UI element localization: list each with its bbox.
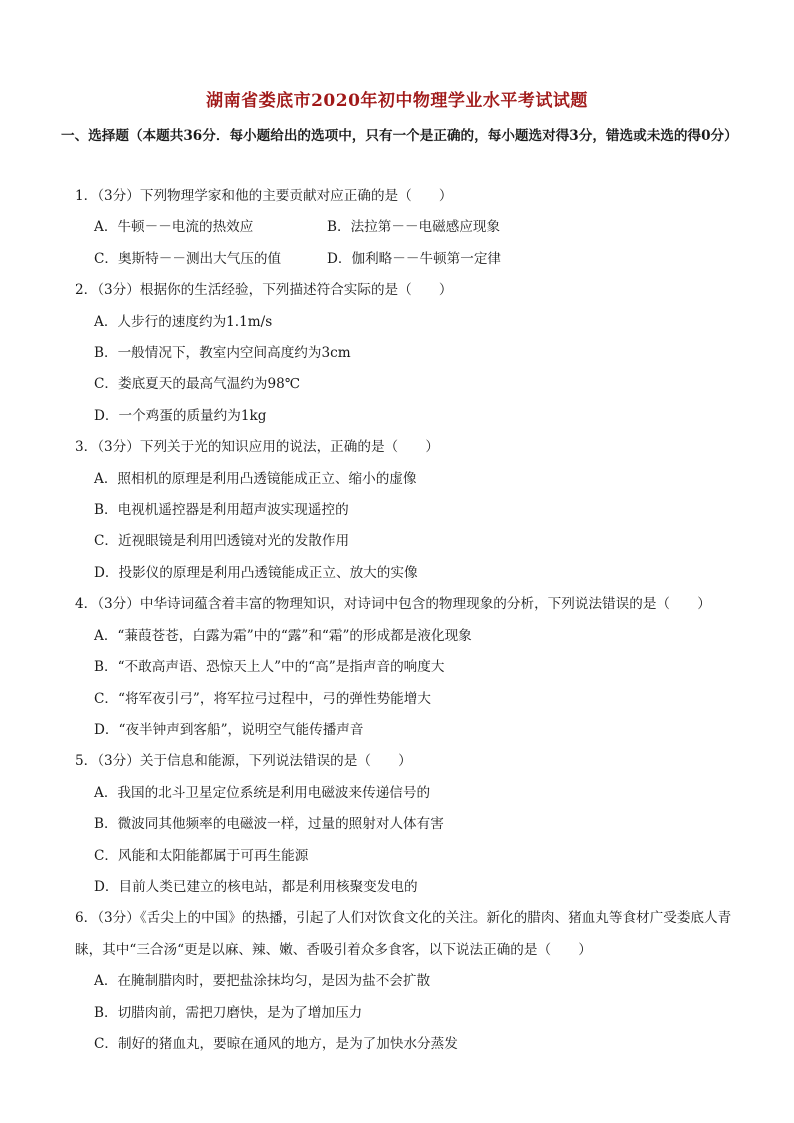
option-c: C．风能和太阳能都属于可再生能源 bbox=[94, 847, 309, 864]
question-stem: 6．（3分）《舌尖上的中国》的热播，引起了人们对饮食文化的关注。新化的腊肉、猪血丸等食材广受娄底人青睐，其中“三合汤“更是以麻、辣、嫩、香吸引着众多食客，以下说法正确的是（ ） bbox=[75, 910, 732, 958]
option-a: A．我国的北斗卫星定位系统是利用电磁波来传递信号的 bbox=[94, 784, 431, 801]
question-6 bbox=[75, 903, 740, 1060]
option-b: B．微波同其他频率的电磁波一样，过量的照射对人体有害 bbox=[94, 816, 444, 833]
question-list bbox=[75, 181, 740, 1060]
question-stem: 3．（3分）下列关于光的知识应用的说法，正确的是（ ） bbox=[75, 439, 439, 456]
option-d: D．伽利略－－牛顿第一定律 bbox=[327, 250, 502, 267]
question-stem: 1．（3分）下列物理学家和他的主要贡献对应正确的是（ ） bbox=[75, 188, 453, 204]
section-heading: 一、选择题（本题共36分．每小题给出的选项中，只有一个是正确的，每小题选对得3分，错选或未选的得0分） bbox=[61, 128, 738, 144]
option-a: A．在腌制腊肉时，要把盐涂抹均匀，是因为盐不会扩散 bbox=[94, 973, 431, 990]
option-c: C．制好的猪血丸，要晾在通风的地方，是为了加快水分蒸发 bbox=[94, 1035, 458, 1052]
question-1 bbox=[75, 181, 740, 275]
option-c: C．奥斯特－－测出大气压的值 bbox=[94, 250, 282, 267]
option-d: D．投影仪的原理是利用凸透镜能成正立、放大的实像 bbox=[94, 564, 418, 581]
option-d: D．“夜半钟声到客船”，说明空气能传播声音 bbox=[94, 721, 364, 738]
question-stem: 4．（3分）中华诗词蕴含着丰富的物理知识，对诗词中包含的物理现象的分析，下列说法错误的是（ ） bbox=[75, 596, 711, 613]
option-b: B．切腊肉前，需把刀磨快，是为了增加压力 bbox=[94, 1004, 363, 1021]
question-4 bbox=[75, 589, 740, 746]
option-b: B．一般情况下，教室内空间高度约为3cm bbox=[94, 345, 351, 362]
question-2 bbox=[75, 275, 740, 432]
option-b: B．法拉第－－电磁感应现象 bbox=[327, 219, 501, 236]
option-a: A．“蒹葭苍苍，白露为霜”中的“露”和“霜”的形成都是液化现象 bbox=[94, 627, 472, 644]
option-a: A．牛顿－－电流的热效应 bbox=[94, 219, 254, 236]
question-5 bbox=[75, 746, 740, 903]
option-d: D．目前人类已建立的核电站，都是利用核聚变发电的 bbox=[94, 878, 418, 895]
option-row bbox=[75, 244, 740, 275]
option-a: A．照相机的原理是利用凸透镜能成正立、缩小的虚像 bbox=[94, 470, 417, 487]
option-c: C．娄底夏天的最高气温约为98℃ bbox=[94, 376, 301, 393]
page-title: 湖南省娄底市2020年初中物理学业水平考试试题 bbox=[206, 91, 588, 111]
option-c: C．近视眼镜是利用凹透镜对光的发散作用 bbox=[94, 533, 350, 550]
option-b: B．“不敢高声语、恐惊天上人”中的“高”是指声音的响度大 bbox=[94, 659, 445, 676]
question-3 bbox=[75, 432, 740, 589]
question-stem: 5．（3分）关于信息和能源，下列说法错误的是（ ） bbox=[75, 753, 412, 770]
option-c: C．“将军夜引弓”，将军拉弓过程中，弓的弹性势能增大 bbox=[94, 690, 431, 707]
question-stem: 2．（3分）根据你的生活经验，下列描述符合实际的是（ ） bbox=[75, 282, 453, 299]
option-b: B．电视机遥控器是利用超声波实现遥控的 bbox=[94, 502, 349, 519]
option-d: D．一个鸡蛋的质量约为1kg bbox=[94, 407, 267, 424]
option-a: A．人步行的速度约为1.1m/s bbox=[94, 313, 273, 330]
option-row bbox=[75, 212, 740, 243]
